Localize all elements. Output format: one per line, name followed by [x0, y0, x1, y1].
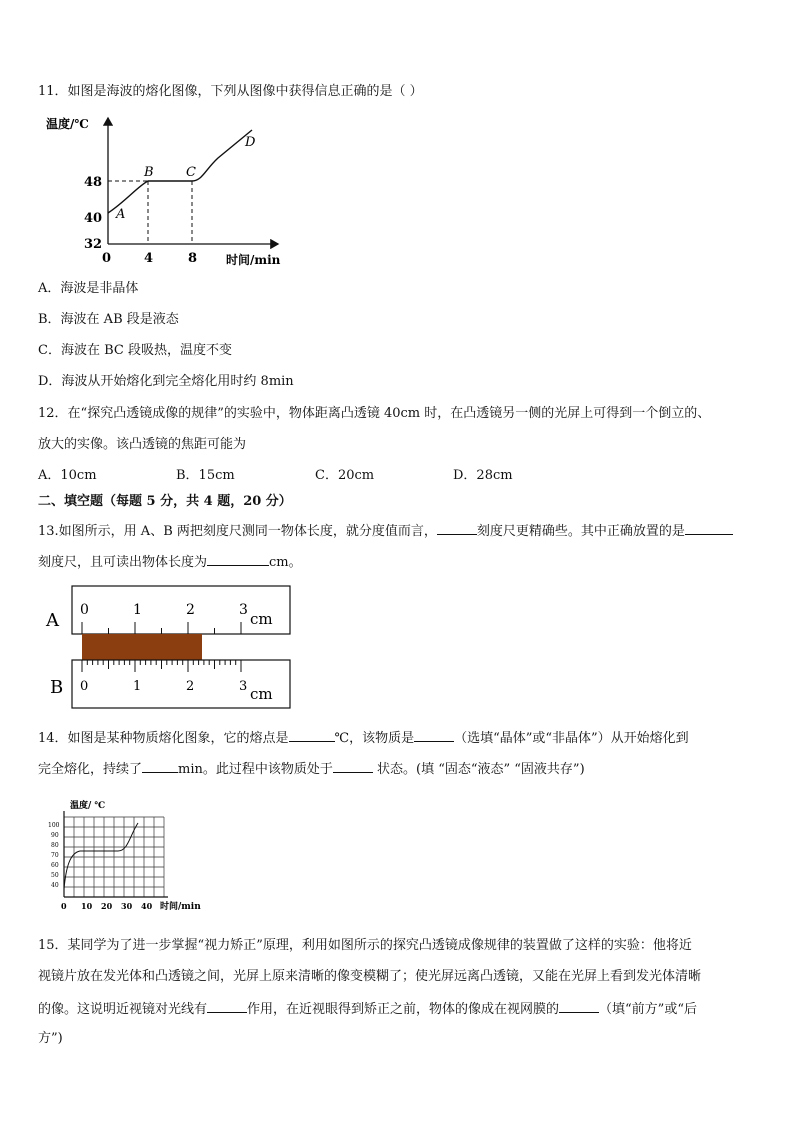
- q15-blank-2[interactable]: [559, 998, 599, 1013]
- q12-option-c: C．20cm: [315, 468, 375, 483]
- q14-blank-1[interactable]: [289, 727, 335, 742]
- q15-blank-1[interactable]: [207, 998, 247, 1013]
- ruler-b-tick-1: 1: [133, 679, 142, 694]
- q14-ytick-80: 80: [51, 842, 59, 849]
- q11-option-d: D．海波从开始熔化到完全熔化用时约 8min: [38, 374, 294, 389]
- q14-part5: min。此过程中该物质处于: [178, 762, 333, 777]
- ruler-a-label: A: [46, 610, 59, 631]
- q11-option-a: A．海波是非晶体: [38, 281, 139, 296]
- q14-ytick-50: 50: [51, 872, 59, 879]
- q14-ytick-100: 100: [48, 822, 60, 829]
- q14-ytick-70: 70: [51, 852, 59, 859]
- q11-point-c: C: [186, 165, 196, 180]
- q12-line1: 12．在“探究凸透镜成像的规律”的实验中，物体距离凸透镜 40cm 时，在凸透镜另一侧的光屏上可得到一个倒立的、: [38, 406, 711, 421]
- ruler-a-tick-1: 1: [133, 602, 142, 618]
- q11-melting-graph: [40, 110, 300, 270]
- measured-object: [82, 634, 202, 660]
- q11-xtick-8: 8: [188, 251, 198, 266]
- section-heading-fill-blank: 二、填空题（每题 5 分，共 4 题，20 分）: [38, 494, 292, 509]
- q12-option-b: B．15cm: [176, 468, 235, 483]
- q14-part6: 状态。(填 “固态“液态” “固液共存”): [372, 762, 585, 777]
- q13-blank-2[interactable]: [685, 520, 733, 535]
- q15-part-a: 的像。这说明近视镜对光线有: [38, 1002, 208, 1017]
- q15-part-c: （填“前方”或“后: [599, 1002, 697, 1017]
- ruler-b-tick-0: 0: [80, 679, 89, 694]
- q14-line2: [38, 758, 585, 780]
- ruler-b-tick-2: 2: [186, 679, 195, 694]
- q15-line2: 视镜片放在发光体和凸透镜之间，光屏上原来清晰的像变模糊了；使光屏远离凸透镜，又能在光屏上看到发光体清晰: [38, 969, 702, 984]
- ruler-a-tick-0: 0: [80, 602, 89, 618]
- q11-point-a: A: [116, 207, 126, 222]
- q11-xlabel: 时间/min: [226, 253, 281, 267]
- q14-line1: [38, 727, 689, 749]
- q14-blank-4[interactable]: [333, 758, 373, 773]
- q11-ytick-48: 48: [84, 175, 103, 190]
- q15-line4: 方”): [38, 1031, 63, 1046]
- q14-ytick-40: 40: [51, 882, 59, 889]
- q11-ytick-40: 40: [84, 211, 103, 226]
- q14-ytick-90: 90: [51, 832, 59, 839]
- q12-option-d: D．28cm: [453, 468, 513, 483]
- q14-xtick-10: 10: [81, 901, 93, 911]
- q11-stem: 11．如图是海波的熔化图像，下列从图像中获得信息正确的是（ ）: [38, 84, 423, 99]
- q14-part4: 完全熔化，持续了: [38, 762, 143, 777]
- ruler-b-unit: cm: [250, 685, 273, 703]
- q12-option-a: A．10cm: [38, 468, 97, 483]
- q11-ylabel: 温度/℃: [46, 117, 89, 131]
- q13-line2: [38, 551, 302, 573]
- q13-blank-3[interactable]: [207, 551, 269, 566]
- q11-point-d: D: [245, 135, 256, 150]
- q14-ylabel: 温度/ ℃: [70, 801, 106, 811]
- q15-line1: 15．某同学为了进一步掌握“视力矫正”原理，利用如图所示的探究凸透镜成像规律的装置做了这样的实验：他将近: [38, 938, 692, 953]
- q13-part3: 刻度尺，且可读出物体长度为: [38, 555, 208, 570]
- q13-part2: 刻度尺更精确些。其中正确放置的是: [476, 524, 685, 539]
- ruler-b-label: B: [50, 677, 64, 698]
- q14-part1: 14．如图是某种物质熔化图象，它的熔点是: [38, 731, 289, 746]
- q14-xtick-40: 40: [141, 901, 153, 911]
- q15-part-b: 作用，在近视眼得到矫正之前，物体的像成在视网膜的: [247, 1002, 560, 1017]
- q14-ytick-60: 60: [51, 862, 59, 869]
- q14-curve: [64, 823, 138, 889]
- ruler-a-unit: cm: [250, 610, 273, 628]
- q11-option-b: B．海波在 AB 段是液态: [38, 312, 179, 327]
- ruler-a-tick-3: 3: [239, 602, 248, 618]
- q13-part4: cm。: [269, 555, 302, 570]
- q14-xtick-0: 0: [61, 901, 67, 911]
- q14-xtick-20: 20: [101, 901, 113, 911]
- q14-blank-2[interactable]: [414, 727, 454, 742]
- q11-option-c: C．海波在 BC 段吸热，温度不变: [38, 343, 232, 358]
- q13-blank-1[interactable]: [437, 520, 477, 535]
- q12-options: [38, 466, 738, 486]
- q11-xtick-0: 0: [102, 251, 112, 266]
- q14-part3: （选填“晶体”或“非晶体”）从开始熔化到: [454, 731, 689, 746]
- q14-part2: ℃，该物质是: [334, 731, 415, 746]
- q13-line1: [38, 520, 733, 542]
- q14-xlabel: 时间/min: [160, 902, 201, 912]
- q13-rulers-figure: [40, 580, 300, 710]
- q15-line3: [38, 998, 697, 1020]
- ruler-b-tick-3: 3: [239, 679, 248, 694]
- q11-xtick-4: 4: [144, 251, 154, 266]
- ruler-a-tick-2: 2: [186, 602, 195, 618]
- q14-blank-3[interactable]: [142, 758, 178, 773]
- q11-point-b: B: [144, 165, 154, 180]
- q12-line2: 放大的实像。该凸透镜的焦距可能为: [38, 437, 247, 452]
- q14-melting-graph: [40, 795, 210, 920]
- q11-curve: [108, 130, 252, 213]
- q11-ytick-32: 32: [84, 237, 103, 252]
- q13-part1: 13.如图所示，用 A、B 两把刻度尺测同一物体长度，就分度值而言，: [38, 524, 437, 539]
- q14-xtick-30: 30: [121, 901, 133, 911]
